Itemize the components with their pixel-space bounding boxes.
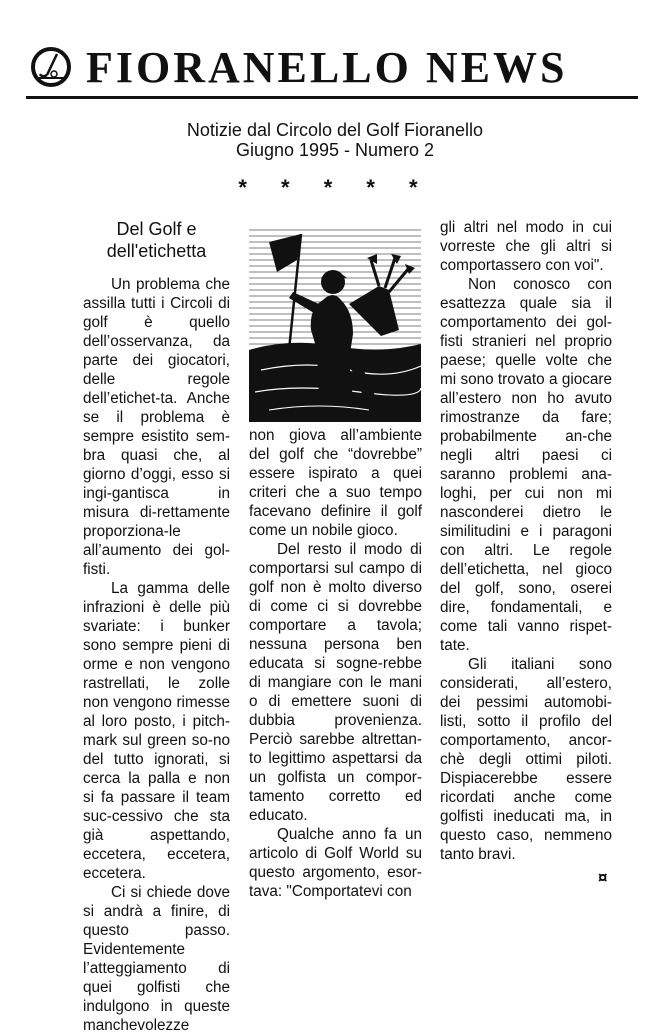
column-1 <box>83 218 230 1035</box>
column-2 <box>249 426 422 901</box>
paragraph-1: Un problema che assilla tutti i Circoli di golf è quello dell’osservanza, da parte dei giocatori, delle regole dell’etichet-ta. Anche se il problema è sempre esistito sem-bra quasi che, al giorno d’oggi, esso si ingi-gantisca in misura di-rettamente proporziona-le all’aumento dei gol-fisti. <box>83 276 230 578</box>
masthead-title: FIORANELLO NEWS <box>86 43 568 92</box>
article-heading-line-1: Del Golf e <box>116 219 197 239</box>
subtitle-club: Notizie dal Circolo del Golf Fioranello <box>186 120 484 140</box>
paragraph-6: Qualche anno fa un articolo di Golf World su questo argomento, esor-tava: "Comportatevi con <box>249 826 422 900</box>
end-of-article-mark: ¤ <box>598 868 608 887</box>
masthead <box>30 42 638 94</box>
paragraph-9: Gli italiani sono considerati, all’estero, dei pessimi automobi-listi, sotto il profilo del comportamento, ancor-chè degli ottimi piloti. Dispiacerebbe essere ricordati anche come golfisti ineducati ma, in questo caso, nemmeno tanto bravi. <box>440 656 612 863</box>
section-stars: * * * * * <box>238 175 432 200</box>
column-3 <box>440 218 612 864</box>
paragraph-7: gli altri nel modo in cui vorreste che gli altri si comportassero con voi". <box>440 219 612 274</box>
article-heading <box>83 218 230 262</box>
paragraph-3: Ci si chiede dove si andrà a finire, di questo passo. Evidentemente l’atteggiamento di quei golfisti che indulgono in queste manchevolezze <box>83 884 230 1034</box>
paragraph-8: Non conosco con esattezza quale sia il comportamento dei gol-fisti stranieri nel proprio paese; quelle volte che mi sono trovato a giocare all’estero non ho avuto rimostranze da fare; probabilmente an-che negli altri paesi ci saranno problemi ana-loghi, per cui non mi nasconderei dietro le similitudini e i paragoni con altri. Le regole dell’etichetta, nel gioco del golf, sono, oserei dire, fondamentali, e come tali vanno rispet-tate. <box>440 276 612 654</box>
paragraph-5: Del resto il modo di comportarsi sul campo di golf non è molto diverso di come ci si dovrebbe comportare a tavola; nessuna persona ben educata si sogne-rebbe di mangiare con le mani o di emettere suoni di dubbia provenienza. Perciò sarebbe altrettan-to legittimo aspettarsi da un golfista un compor-tamento corretto ed educato. <box>249 541 422 824</box>
paragraph-4: non giova all’ambiente del golf che “dovrebbe” essere ispirato a quei criteri che a suo tempo facevano definire il golf come un nobile gioco. <box>249 427 422 539</box>
paragraph-2: La gamma delle infrazioni è delle più svariate: i bunker sono sempre pieni di orme e non vengono rastrellati, le zolle non vengono rimesse al loro posto, i pitch-mark sul green so-no del tutto ignorati, si cerca la palla e non si fa passare il team suc-cessivo che sta già aspettando, eccetera, eccetera, eccetera. <box>83 580 230 882</box>
subtitle-issue: Giugno 1995 - Numero 2 <box>235 140 435 160</box>
article-heading-line-2: dell'etichetta <box>106 241 207 261</box>
golf-ball-club-icon <box>30 46 72 88</box>
golfer-silhouette-illustration <box>249 220 421 422</box>
masthead-rule <box>26 96 638 99</box>
